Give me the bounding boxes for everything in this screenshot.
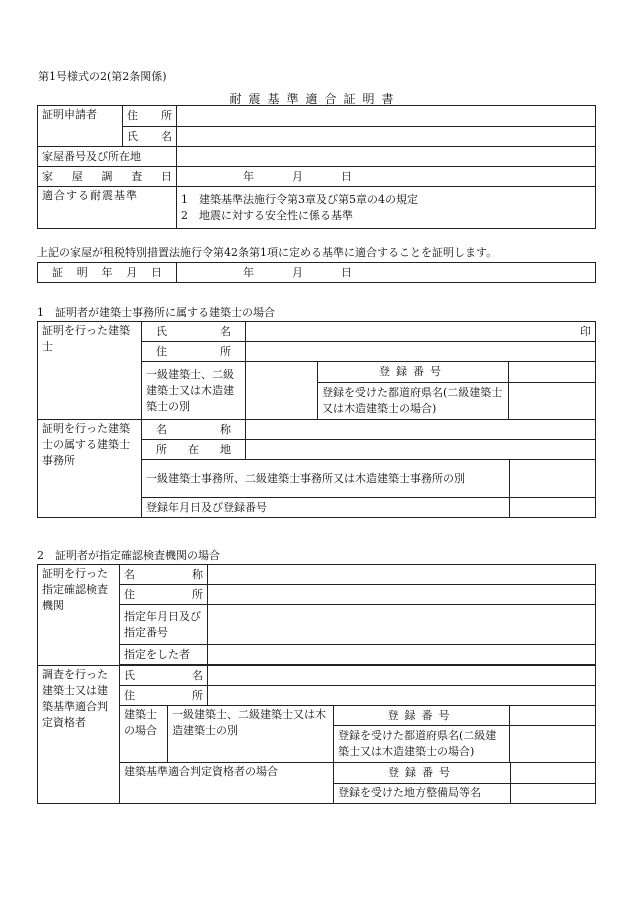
designator-value[interactable] xyxy=(208,645,596,665)
office-class-value[interactable] xyxy=(510,460,596,498)
s2-surveyor-address-label: 住所 xyxy=(120,686,208,706)
s2-reg-pref-value[interactable] xyxy=(510,726,596,763)
designator-label: 指定をした者 xyxy=(120,645,208,665)
standard-options xyxy=(177,187,596,229)
s2-surveyor-name-label: 氏名 xyxy=(120,666,208,686)
architect-label: 証明を行った建築士 xyxy=(38,322,142,420)
judge-subtable xyxy=(334,763,595,803)
s1-name-value[interactable] xyxy=(246,322,596,342)
office-class-label: 一級建築士事務所、二級建築士事務所又は木造建築士事務所の別 xyxy=(142,460,510,498)
s2-reg-pref-label: 登録を受けた都道府県名(二級建築士又は木造建築士の場合) xyxy=(334,726,510,763)
cert-year: 年 xyxy=(243,265,254,279)
address-label: 住所 xyxy=(123,106,177,127)
statement-text: 上記の家屋が租税特別措置法施行令第42条第1項に定める基準に適合することを証明します。 xyxy=(37,246,498,259)
designation-value[interactable] xyxy=(208,605,596,645)
agency-label: 証明を行った指定確認検査機関 xyxy=(38,565,120,666)
standard-option-1[interactable]: 1 建築基準法施行令第3章及び第5章の4の規定 xyxy=(181,192,418,206)
s2-name-value[interactable] xyxy=(208,565,596,585)
surveyor-label: 調査を行った建築士又は建築基準適合判定資格者 xyxy=(38,666,120,804)
house-number-value[interactable] xyxy=(177,147,596,167)
judge-reg-no-value[interactable] xyxy=(511,763,596,783)
judge-reg-no-label: 登録番号 xyxy=(334,763,511,783)
applicant-table xyxy=(37,105,596,229)
office-label: 証明を行った建築士の属する建築士事務所 xyxy=(38,420,142,518)
s1-address-label: 住所 xyxy=(142,342,246,362)
survey-year: 年 xyxy=(243,169,254,183)
name-value[interactable] xyxy=(177,127,596,147)
applicant-label: 証明申請者 xyxy=(38,106,123,147)
name-label: 氏名 xyxy=(123,127,177,147)
s1-class-value[interactable] xyxy=(246,362,318,420)
section2-heading: 2 証明者が指定確認検査機関の場合 xyxy=(37,549,220,562)
judge-case-label: 建築基準適合判定資格者の場合 xyxy=(120,763,334,804)
address-value[interactable] xyxy=(177,106,596,127)
office-reg-label: 登録年月日及び登録番号 xyxy=(142,498,510,518)
s1-name-label: 氏名 xyxy=(142,322,246,342)
judge-bureau-label: 登録を受けた地方整備局等名 xyxy=(334,783,511,803)
s1-reg-pref-value[interactable] xyxy=(509,382,596,419)
office-name-label: 名称 xyxy=(142,420,246,440)
certification-date-value[interactable] xyxy=(177,263,596,283)
s1-reg-no-label: 登録番号 xyxy=(318,362,509,382)
s1-address-value[interactable] xyxy=(246,342,596,362)
s2-reg-no-value[interactable] xyxy=(510,706,596,726)
judge-bureau-value[interactable] xyxy=(511,783,596,803)
section2-table xyxy=(37,564,596,804)
office-location-label: 所在地 xyxy=(142,440,246,460)
s2-class-label: 一級建築士、二級建築士又は木造建築士の別 xyxy=(168,706,334,763)
page-title: 耐震基準適合証明書 xyxy=(229,92,401,106)
survey-day: 日 xyxy=(341,169,352,183)
office-location-value[interactable] xyxy=(246,440,596,460)
s1-registration-subtable xyxy=(318,362,595,419)
s2-address-value[interactable] xyxy=(208,585,596,605)
standard-option-2[interactable]: 2 地震に対する安全性に係る基準 xyxy=(181,208,353,222)
cert-day: 日 xyxy=(341,265,352,279)
section1-heading: 1 証明者が建築士事務所に属する建築士の場合 xyxy=(37,306,275,319)
office-name-value[interactable] xyxy=(246,420,596,440)
s2-surveyor-name-value[interactable] xyxy=(208,666,596,686)
form-number: 第1号様式の2(第2条関係) xyxy=(38,70,167,83)
certification-date-table xyxy=(37,262,596,283)
house-number-label: 家屋番号及び所在地 xyxy=(38,147,177,167)
cert-month: 月 xyxy=(292,265,303,279)
s1-reg-pref-label: 登録を受けた都道府県名(二級建築士又は木造建築士の場合) xyxy=(318,382,509,419)
certification-date-label: 証明年月日 xyxy=(38,263,177,283)
survey-date-value[interactable] xyxy=(177,167,596,187)
designation-label: 指定年月日及び指定番号 xyxy=(120,605,208,645)
section1-table xyxy=(37,321,596,518)
s1-class-label: 一級建築士、二級建築士又は木造建築士の別 xyxy=(142,362,246,420)
s2-surveyor-address-value[interactable] xyxy=(208,686,596,706)
survey-month: 月 xyxy=(292,169,303,183)
architect-case-label: 建築士の場合 xyxy=(120,706,168,763)
s1-reg-no-value[interactable] xyxy=(509,362,596,382)
standard-label: 適合する耐震基準 xyxy=(38,187,177,229)
survey-date-label: 家屋調査日 xyxy=(38,167,177,187)
seal-mark: 印 xyxy=(580,324,591,338)
s2-name-label: 名称 xyxy=(120,565,208,585)
office-reg-value[interactable] xyxy=(510,498,596,518)
s2-reg-no-label: 登録番号 xyxy=(334,706,510,726)
s2-address-label: 住所 xyxy=(120,585,208,605)
